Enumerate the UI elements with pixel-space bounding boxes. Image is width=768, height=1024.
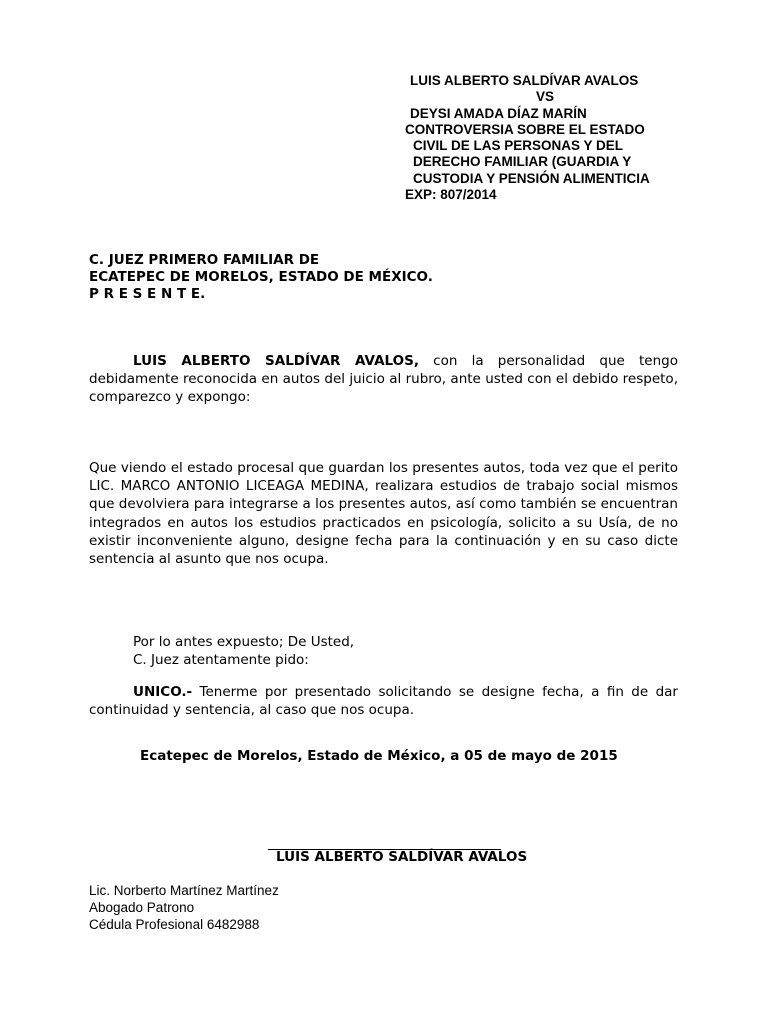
addressee-line-3: P R E S E N T E. (89, 286, 206, 302)
addressee-block (89, 252, 433, 303)
defendant-name: DEYSI AMADA DÍAZ MARÍN (410, 106, 587, 121)
matter-line-3: DERECHO FAMILIAR (GUARDIA Y (413, 154, 632, 169)
petition-label: UNICO.- (133, 684, 193, 700)
addressee-line-2: ECATEPEC DE MORELOS, ESTADO DE MÉXICO. (89, 269, 433, 285)
file-number: EXP: 807/2014 (405, 187, 497, 202)
addressee-line-1: C. JUEZ PRIMERO FAMILIAR DE (89, 252, 320, 268)
versus-label: VS (536, 89, 555, 104)
lawyer-block (89, 882, 279, 933)
lawyer-license: Cédula Profesional 6482988 (89, 917, 260, 932)
plaintiff-name: LUIS ALBERTO SALDÍVAR AVALOS (410, 73, 639, 88)
body-paragraph: Que viendo el estado procesal que guardan los presentes autos, toda vez que el perito LIC. MARCO ANTONIO LICEAGA MEDINA, realizara estudios de trabajo social mismos que devolviera para integrarse a los presentes autos, así como también se encuentran integrados en autos los estudios practicados en psicología, solicito a su Usía, de no existir inconveniente alguno, designe fecha para la continuación y en su caso dicte sentencia al asunto que nos ocupa. (89, 460, 678, 568)
lawyer-name: Lic. Norberto Martínez Martínez (89, 883, 279, 898)
matter-line-4: CUSTODIA Y PENSIÓN ALIMENTICIA (413, 171, 650, 186)
signature-name: LUIS ALBERTO SALDÍVAR AVALOS (276, 849, 528, 865)
matter-line-1: CONTROVERSIA SOBRE EL ESTADO (405, 122, 645, 137)
petition-paragraph (89, 683, 678, 719)
closing-line-1: Por lo antes expuesto; De Usted, (133, 634, 355, 650)
intro-paragraph (89, 352, 678, 407)
lawyer-role: Abogado Patrono (89, 900, 195, 915)
date-line: Ecatepec de Morelos, Estado de México, a 05 de mayo de 2015 (140, 748, 618, 764)
matter-line-2: CIVIL DE LAS PERSONAS Y DEL (413, 138, 624, 153)
intro-text: con la personalidad que tengo debidamente reconocida en autos del juicio al rubro, ante usted con el debido respeto, comparezco y expongo: (89, 353, 678, 406)
closing-line-2: C. Juez atentamente pido: (133, 652, 309, 668)
petition-text: Tenerme por presentado solicitando se designe fecha, a fin de dar continuidad y sentencia, al caso que nos ocupa. (89, 684, 678, 719)
intro-name: LUIS ALBERTO SALDÍVAR AVALOS, (133, 353, 419, 369)
